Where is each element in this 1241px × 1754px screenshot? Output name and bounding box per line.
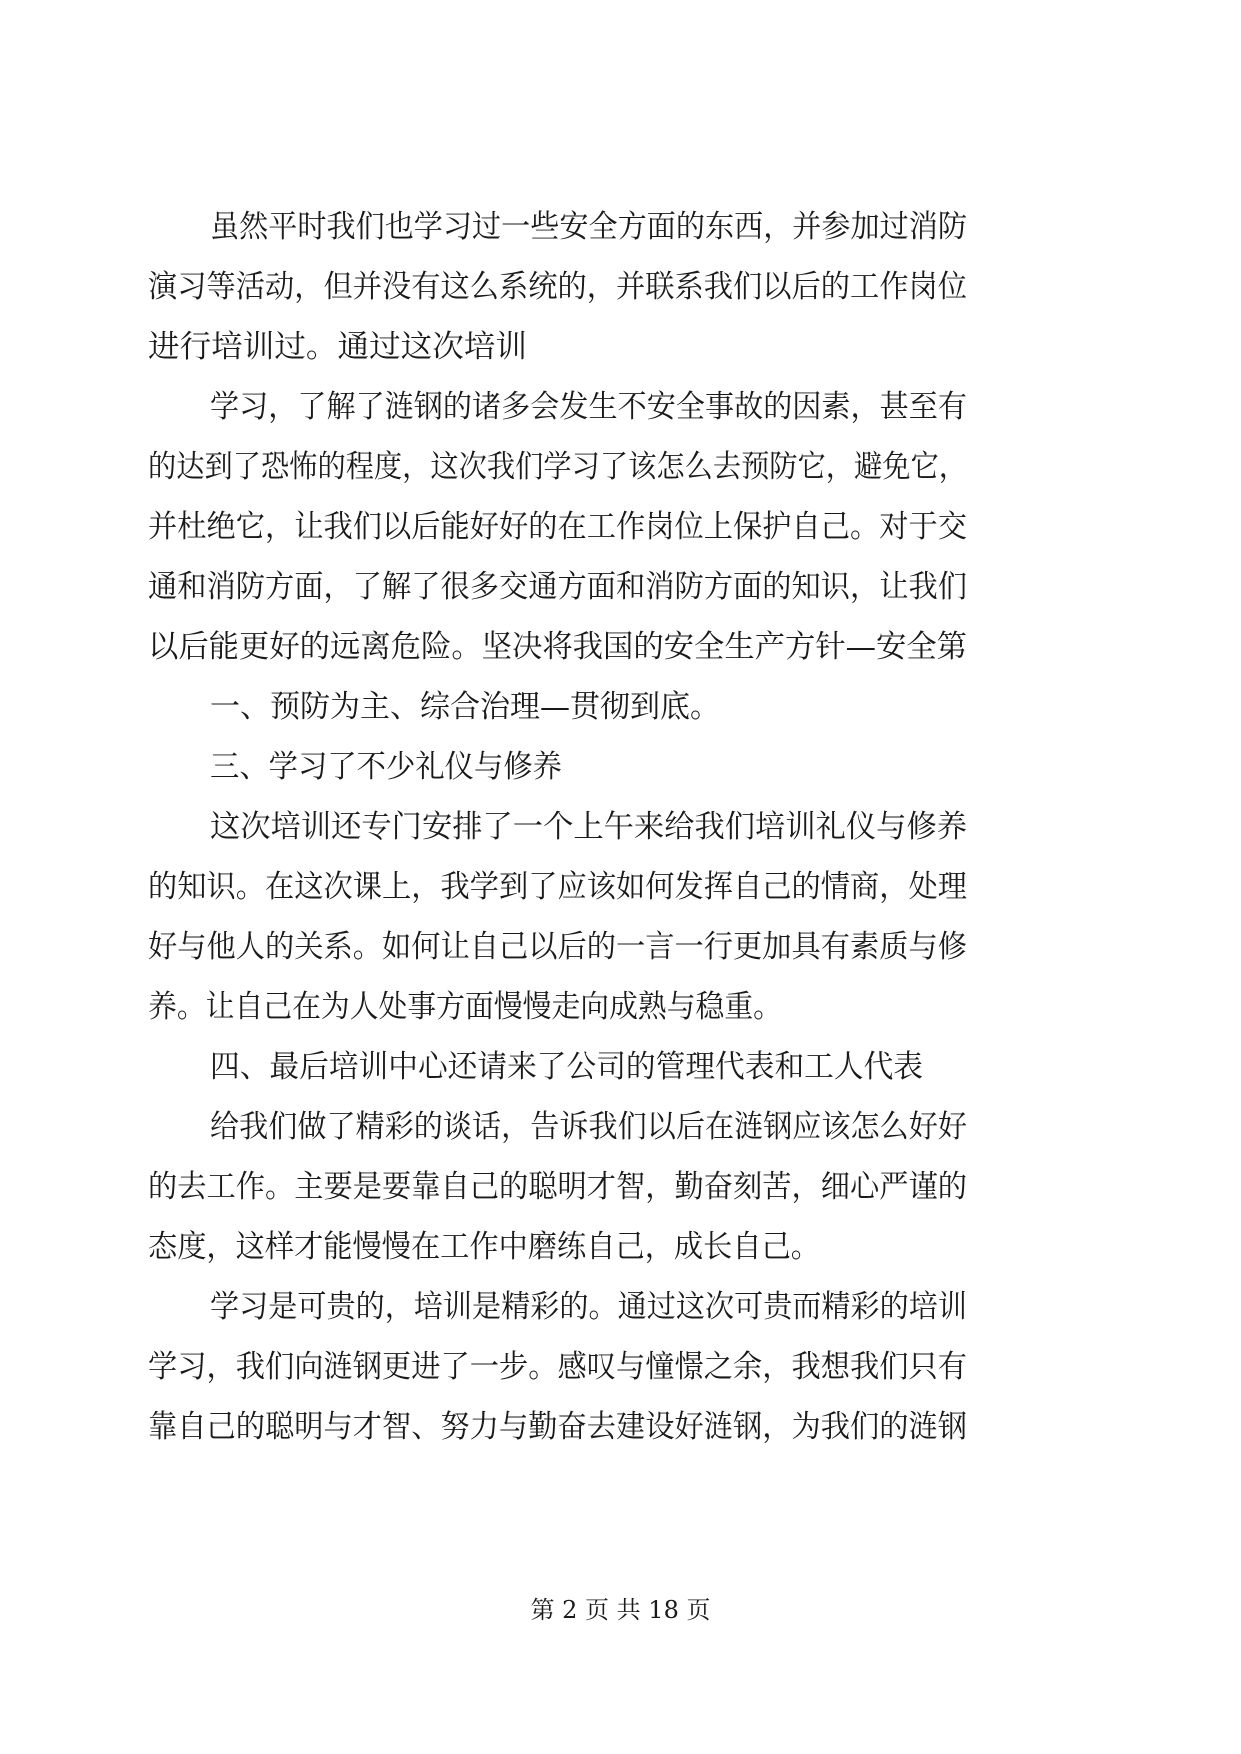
paragraph-line: 学习是可贵的，培训是精彩的。通过这次可贵而精彩的培训 (210, 1289, 967, 1325)
paragraph-line: 演习等活动，但并没有这么系统的，并联系我们以后的工作岗位 (148, 269, 967, 305)
paragraph-line: 这次培训还专门安排了一个上午来给我们培训礼仪与修养 (210, 809, 967, 845)
paragraph-line: 态度，这样才能慢慢在工作中磨练自己，成长自己。 (148, 1229, 820, 1265)
section-heading: 四、最后培训中心还请来了公司的管理代表和工人代表 (210, 1049, 923, 1085)
paragraph-line: 虽然平时我们也学习过一些安全方面的东西，并参加过消防 (210, 209, 967, 245)
paragraph-line: 好与他人的关系。如何让自己以后的一言一行更加具有素质与修 (148, 929, 967, 965)
paragraph-line: 一、预防为主、综合治理—贯彻到底。 (210, 689, 720, 725)
paragraph-line: 学习，了解了涟钢的诸多会发生不安全事故的因素，甚至有 (210, 389, 967, 425)
paragraph-line: 的知识。在这次课上，我学到了应该如何发挥自己的情商，处理 (148, 869, 967, 905)
section-heading: 三、学习了不少礼仪与修养 (210, 749, 562, 785)
paragraph-line: 养。让自己在为人处事方面慢慢走向成熟与稳重。 (148, 989, 782, 1025)
paragraph-line: 并杜绝它，让我们以后能好好的在工作岗位上保护自己。对于交 (148, 509, 967, 545)
paragraph-line: 给我们做了精彩的谈话，告诉我们以后在涟钢应该怎么好好 (210, 1109, 967, 1145)
paragraph-line: 靠自己的聪明与才智、努力与勤奋去建设好涟钢，为我们的涟钢 (148, 1409, 967, 1445)
paragraph-line: 通和消防方面，了解了很多交通方面和消防方面的知识，让我们 (148, 569, 967, 605)
paragraph-line: 进行培训过。通过这次培训 (148, 329, 527, 365)
paragraph-line: 的达到了恐怖的程度，这次我们学习了该怎么去预防它，避免它， (148, 449, 967, 485)
paragraph-line: 的去工作。主要是要靠自己的聪明才智，勤奋刻苦，细心严谨的 (148, 1169, 967, 1205)
page-number-footer: 第 2 页 共 18 页 (530, 1596, 711, 1624)
paragraph-line: 学习，我们向涟钢更进了一步。感叹与憧憬之余，我想我们只有 (148, 1349, 967, 1385)
paragraph-line: 以后能更好的远离危险。坚决将我国的安全生产方针—安全第 (148, 629, 967, 665)
